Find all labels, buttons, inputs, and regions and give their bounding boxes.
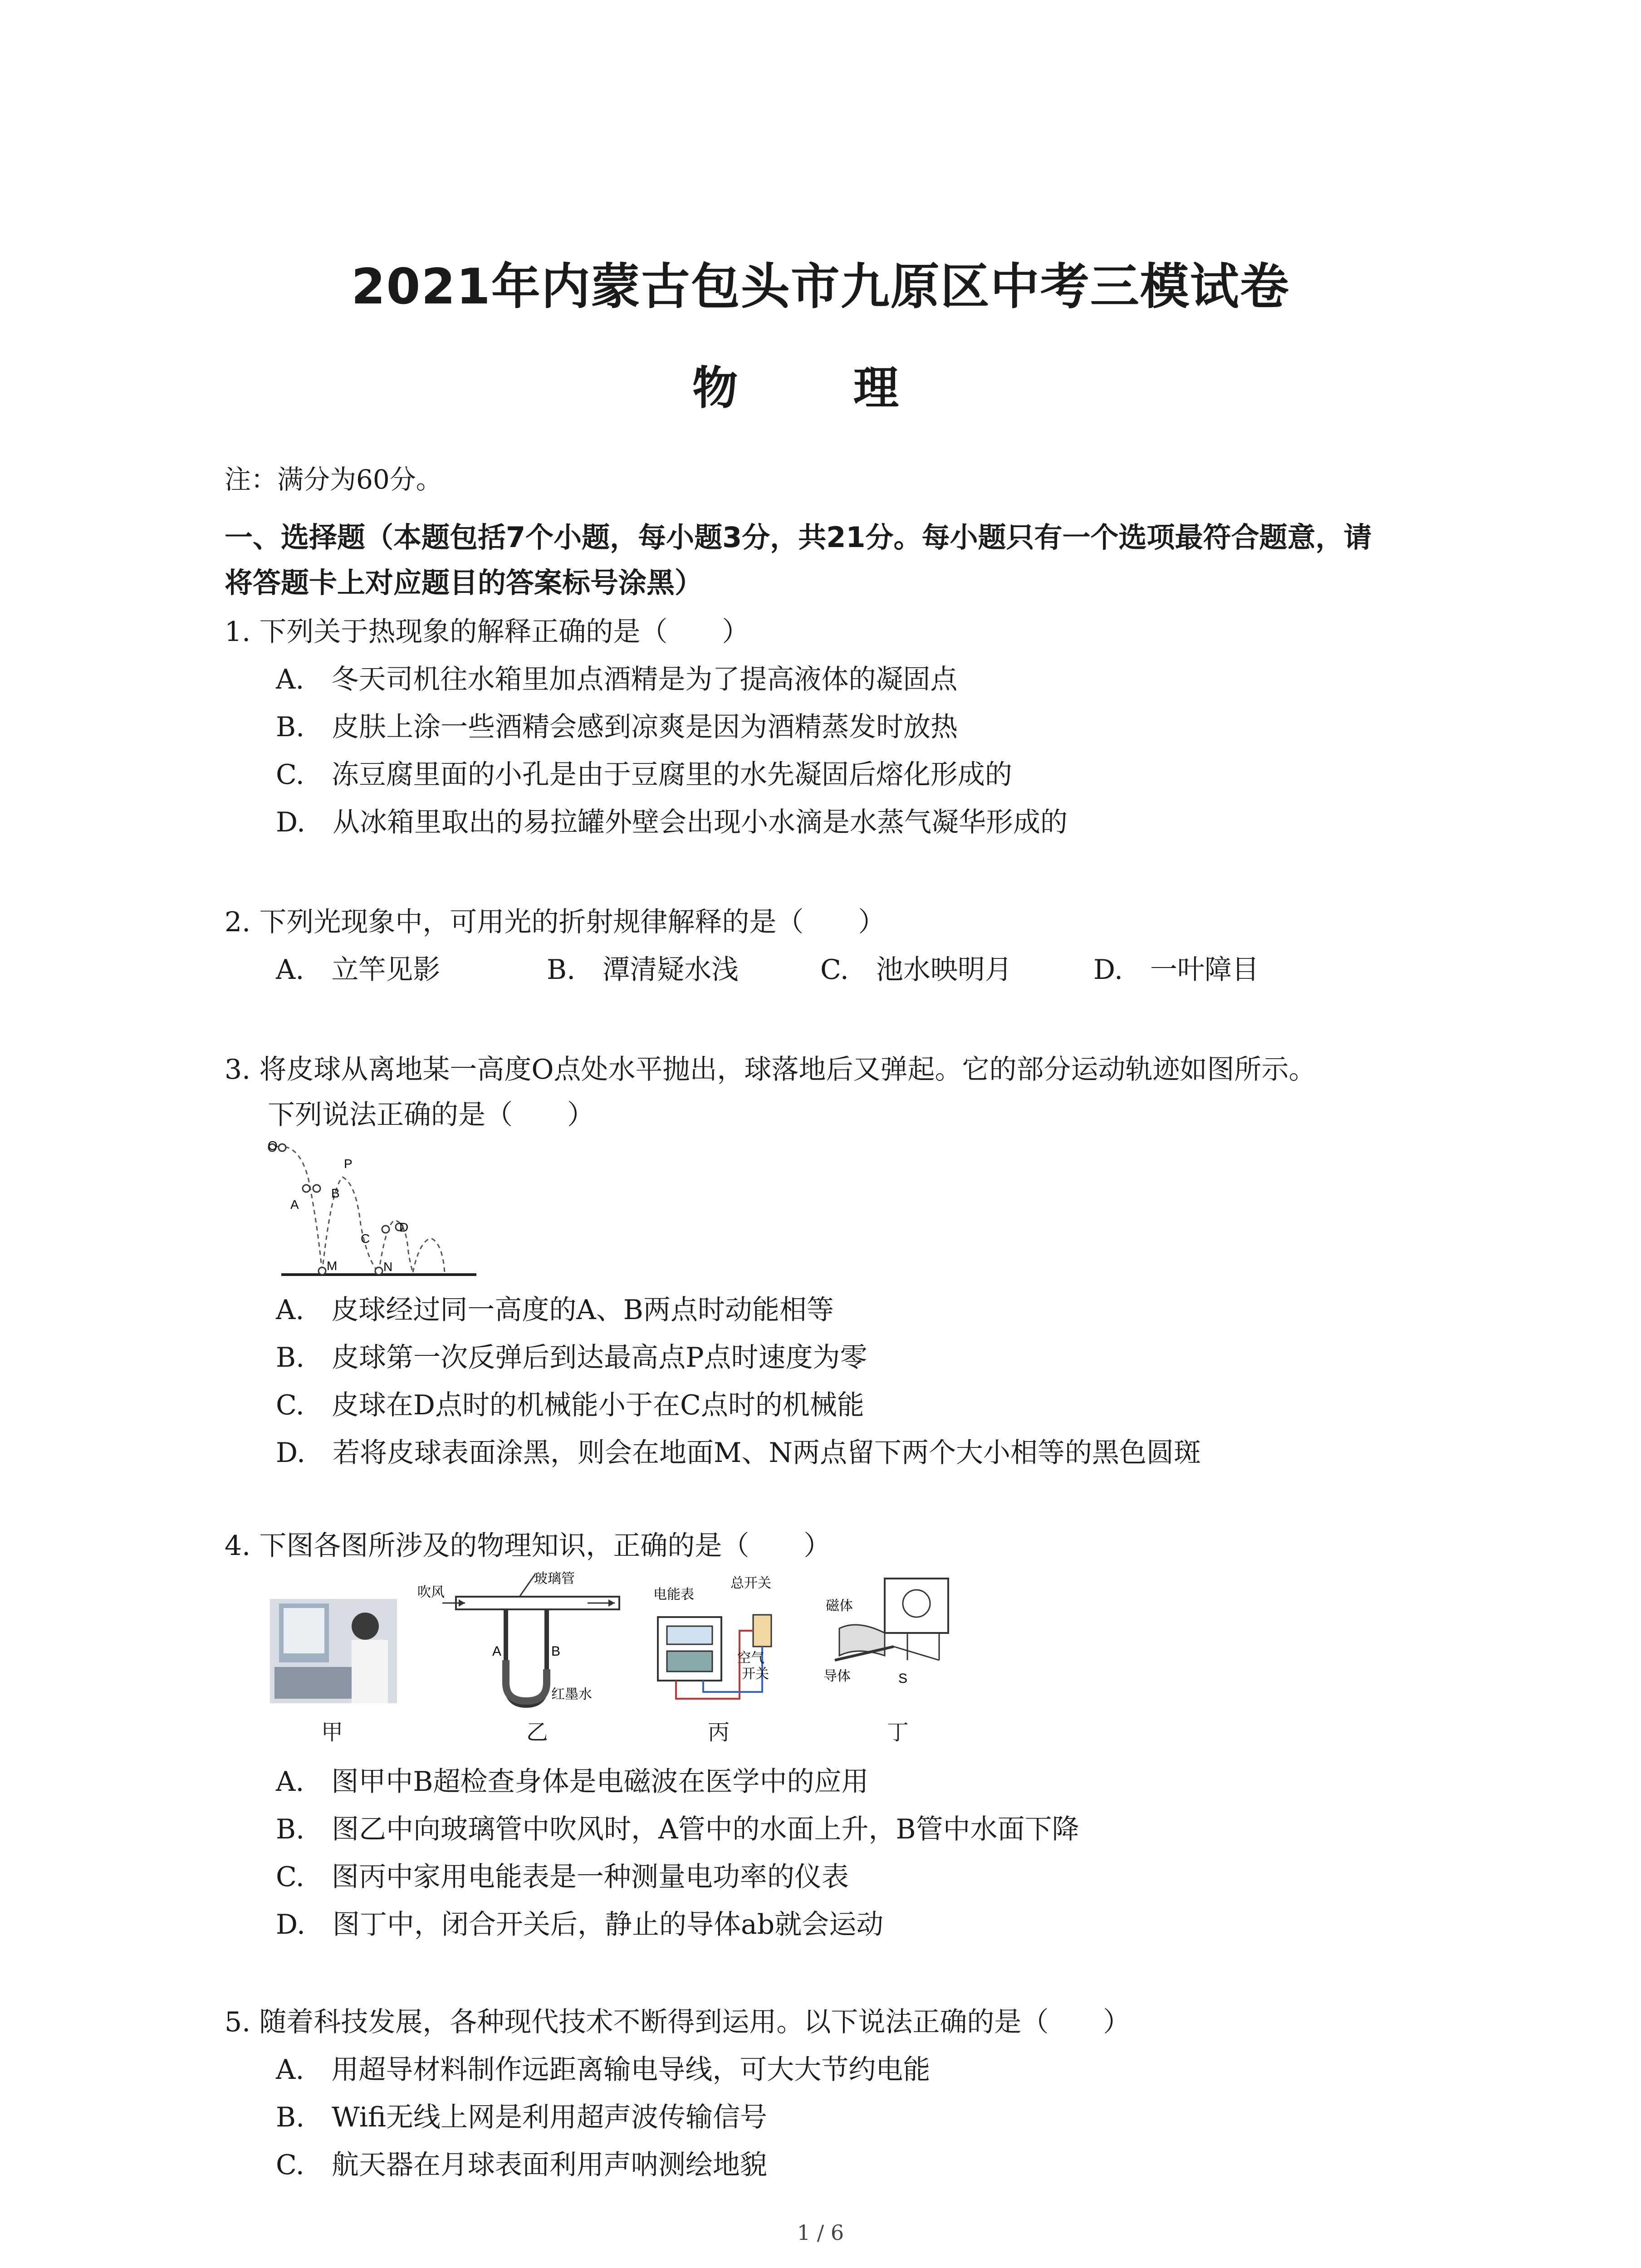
question-1-stem: 1. 下列关于热现象的解释正确的是（ ）: [225, 616, 749, 648]
figure-label-a: A: [290, 1198, 299, 1212]
tube-b-label: B: [551, 1644, 561, 1659]
figure-label-bing: 丙: [708, 1720, 730, 1745]
figure-label-m: M: [327, 1259, 338, 1273]
question-2-option-d: D. 一叶障目: [1093, 954, 1259, 986]
magnet-label: 磁体: [826, 1598, 853, 1613]
question-5-stem: 5. 随着科技发展，各种现代技术不断得到运用。以下说法正确的是（ ）: [225, 2006, 1131, 2038]
red-ink-label: 红墨水: [551, 1687, 592, 1702]
question-4-stem: 4. 下图各图所涉及的物理知识，正确的是（ ）: [225, 1530, 831, 1562]
electricity-meter-figure: [649, 1572, 798, 1708]
u-tube-figure: [415, 1569, 628, 1715]
question-3-stem: 3. 将皮球从离地某一高度O点处水平抛出，球落地后又弹起。它的部分运动轨迹如图所示。: [225, 1054, 1316, 1085]
question-3-stem-cont: 下列说法正确的是（ ）: [268, 1099, 594, 1131]
score-note: 注：满分为60分。: [225, 464, 442, 495]
question-3-option-c: C. 皮球在D点时的机械能小于在C点时的机械能: [276, 1389, 864, 1421]
question-5-option-a: A. 用超导材料制作远距离输电导线，可大大节约电能: [276, 2054, 931, 2086]
figure-label-o: O: [268, 1139, 278, 1153]
switch-s-label: S: [898, 1671, 908, 1686]
question-5-option-b: B. Wifi无线上网是利用超声波传输信号: [276, 2102, 767, 2133]
bouncing-ball-figure: [263, 1134, 490, 1284]
question-2-stem: 2. 下列光现象中，可用光的折射规律解释的是（ ）: [225, 906, 886, 938]
conductor-label: 导体: [823, 1669, 851, 1684]
section-heading-cont: 将答题卡上对应题目的答案标号涂黑）: [225, 566, 703, 599]
meter-label: 电能表: [653, 1587, 694, 1602]
main-switch-label: 总开关: [730, 1576, 771, 1591]
figure-label-c: C: [361, 1232, 370, 1246]
figure-label-d: D: [399, 1220, 409, 1234]
motor-figure: [817, 1569, 966, 1706]
question-1-option-c: C. 冻豆腐里面的小孔是由于豆腐里的水先凝固后熔化形成的: [276, 759, 1012, 791]
question-3-option-a: A. 皮球经过同一高度的A、B两点时动能相等: [276, 1294, 834, 1326]
question-2-option-b: B. 潭清疑水浅: [547, 954, 739, 986]
question-4-option-a: A. 图甲中B超检查身体是电磁波在医学中的应用: [276, 1766, 869, 1798]
question-4-option-b: B. 图乙中向玻璃管中吹风时，A管中的水面上升，B管中水面下降: [276, 1813, 1079, 1845]
exam-title: 2021年内蒙古包头市九原区中考三模试卷: [351, 259, 1290, 315]
ultrasound-photo: [270, 1599, 397, 1703]
question-1-option-d: D. 从冰箱里取出的易拉罐外壁会出现小水滴是水蒸气凝华形成的: [276, 807, 1068, 838]
question-4-option-d: D. 图丁中，闭合开关后，静止的导体ab就会运动: [276, 1909, 884, 1941]
figure-label-yi: 乙: [526, 1720, 549, 1745]
question-3-option-b: B. 皮球第一次反弹后到达最高点P点时速度为零: [276, 1342, 867, 1374]
section-heading: 一、选择题（本题包括7个小题，每小题3分，共21分。每小题只有一个选项最符合题意，请: [225, 521, 1372, 554]
page-number: 1 / 6: [797, 2220, 844, 2245]
question-1-option-b: B. 皮肤上涂一些酒精会感到凉爽是因为酒精蒸发时放热: [276, 711, 958, 743]
subject-heading: 物 理: [692, 362, 949, 415]
blow-label: 吹风: [417, 1585, 445, 1600]
glass-tube-label: 玻璃管: [534, 1571, 575, 1586]
figure-label-jia: 甲: [321, 1720, 343, 1745]
question-5-option-c: C. 航天器在月球表面利用声呐测绘地貌: [276, 2149, 767, 2181]
question-3-option-d: D. 若将皮球表面涂黑，则会在地面M、N两点留下两个大小相等的黑色圆斑: [276, 1437, 1201, 1469]
air-switch-label-2: 开关: [742, 1667, 769, 1681]
figure-label-p: P: [344, 1157, 353, 1171]
figure-label-ding: 丁: [887, 1720, 909, 1745]
figure-label-n: N: [383, 1260, 393, 1274]
figure-label-b: B: [331, 1186, 340, 1200]
question-1-option-a: A. 冬天司机往水箱里加点酒精是为了提高液体的凝固点: [276, 664, 958, 695]
tube-a-label: A: [492, 1644, 502, 1659]
question-4-option-c: C. 图丙中家用电能表是一种测量电功率的仪表: [276, 1861, 849, 1893]
question-2-option-a: A. 立竿见影: [276, 954, 441, 986]
air-switch-label-1: 空气: [737, 1651, 764, 1666]
question-2-option-c: C. 池水映明月: [820, 954, 1012, 986]
